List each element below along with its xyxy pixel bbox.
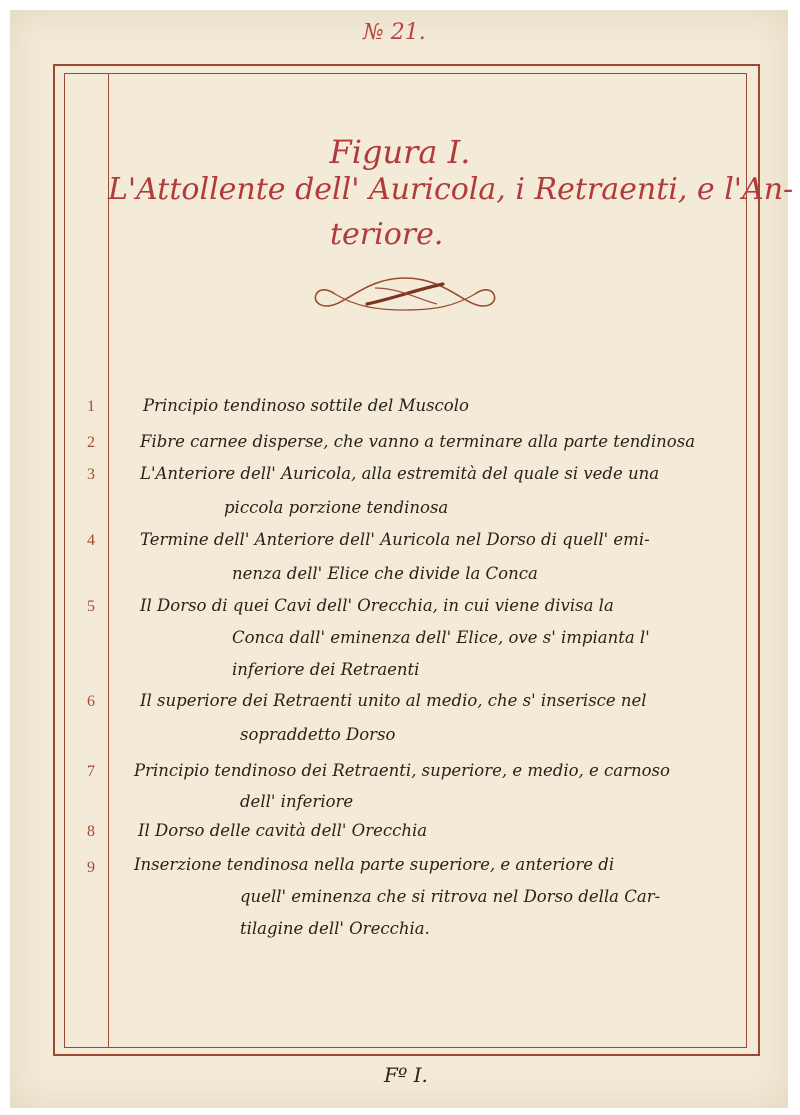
entry-text: Inserzione tendinosa nella parte superiore, e anteriore di xyxy=(134,855,615,874)
entry-number: 2 xyxy=(87,434,95,451)
entry-text: nenza dell' Elice che divide la Conca xyxy=(232,564,538,583)
figure-subtitle-line2: teriore. xyxy=(330,217,444,252)
entry-number: 9 xyxy=(87,859,95,876)
figure-subtitle-line1: L'Attollente dell' Auricola, i Retraenti, e l'An- xyxy=(108,172,794,207)
entry-text: Il Dorso delle cavità dell' Orecchia xyxy=(138,821,428,840)
entry-text: Il Dorso di quei Cavi dell' Orecchia, in cui viene divisa la xyxy=(140,596,614,615)
entry-number: 8 xyxy=(87,823,95,840)
calligraphic-flourish-icon xyxy=(305,270,505,318)
entry-number: 3 xyxy=(87,466,95,483)
entry-text: inferiore dei Retraenti xyxy=(232,660,420,679)
entry-text: Principio tendinoso sottile del Muscolo xyxy=(143,396,469,415)
entry-number: 6 xyxy=(87,693,95,710)
entry-text: sopraddetto Dorso xyxy=(240,725,396,744)
entry-number: 1 xyxy=(87,398,95,415)
entry-text: piccola porzione tendinosa xyxy=(224,498,449,517)
entry-text: dell' inferiore xyxy=(240,792,354,811)
entry-number: 7 xyxy=(87,763,95,780)
entry-text: quell' eminenza che si ritrova nel Dorso della Car- xyxy=(240,887,661,906)
folio-number-top: № 21. xyxy=(363,20,426,45)
figure-title: Figura I. xyxy=(329,133,471,171)
entry-text: Conca dall' eminenza dell' Elice, ove s' impianta l' xyxy=(232,628,650,647)
entry-number: 4 xyxy=(87,532,95,549)
entry-text: Fibre carnee disperse, che vanno a terminare alla parte tendinosa xyxy=(140,432,696,451)
entry-text: Il superiore dei Retraenti unito al medio, che s' inserisce nel xyxy=(140,691,647,710)
folio-number-bottom: Fº I. xyxy=(384,1063,428,1087)
entry-text: Termine dell' Anteriore dell' Auricola nel Dorso di quell' emi- xyxy=(140,530,650,549)
entry-text: L'Anteriore dell' Auricola, alla estremità del quale si vede una xyxy=(140,464,660,483)
entry-number: 5 xyxy=(87,598,95,615)
entry-text: Principio tendinoso dei Retraenti, superiore, e medio, e carnoso xyxy=(134,761,670,780)
entry-text: tilagine dell' Orecchia. xyxy=(240,919,430,938)
margin-rule xyxy=(108,73,109,1048)
